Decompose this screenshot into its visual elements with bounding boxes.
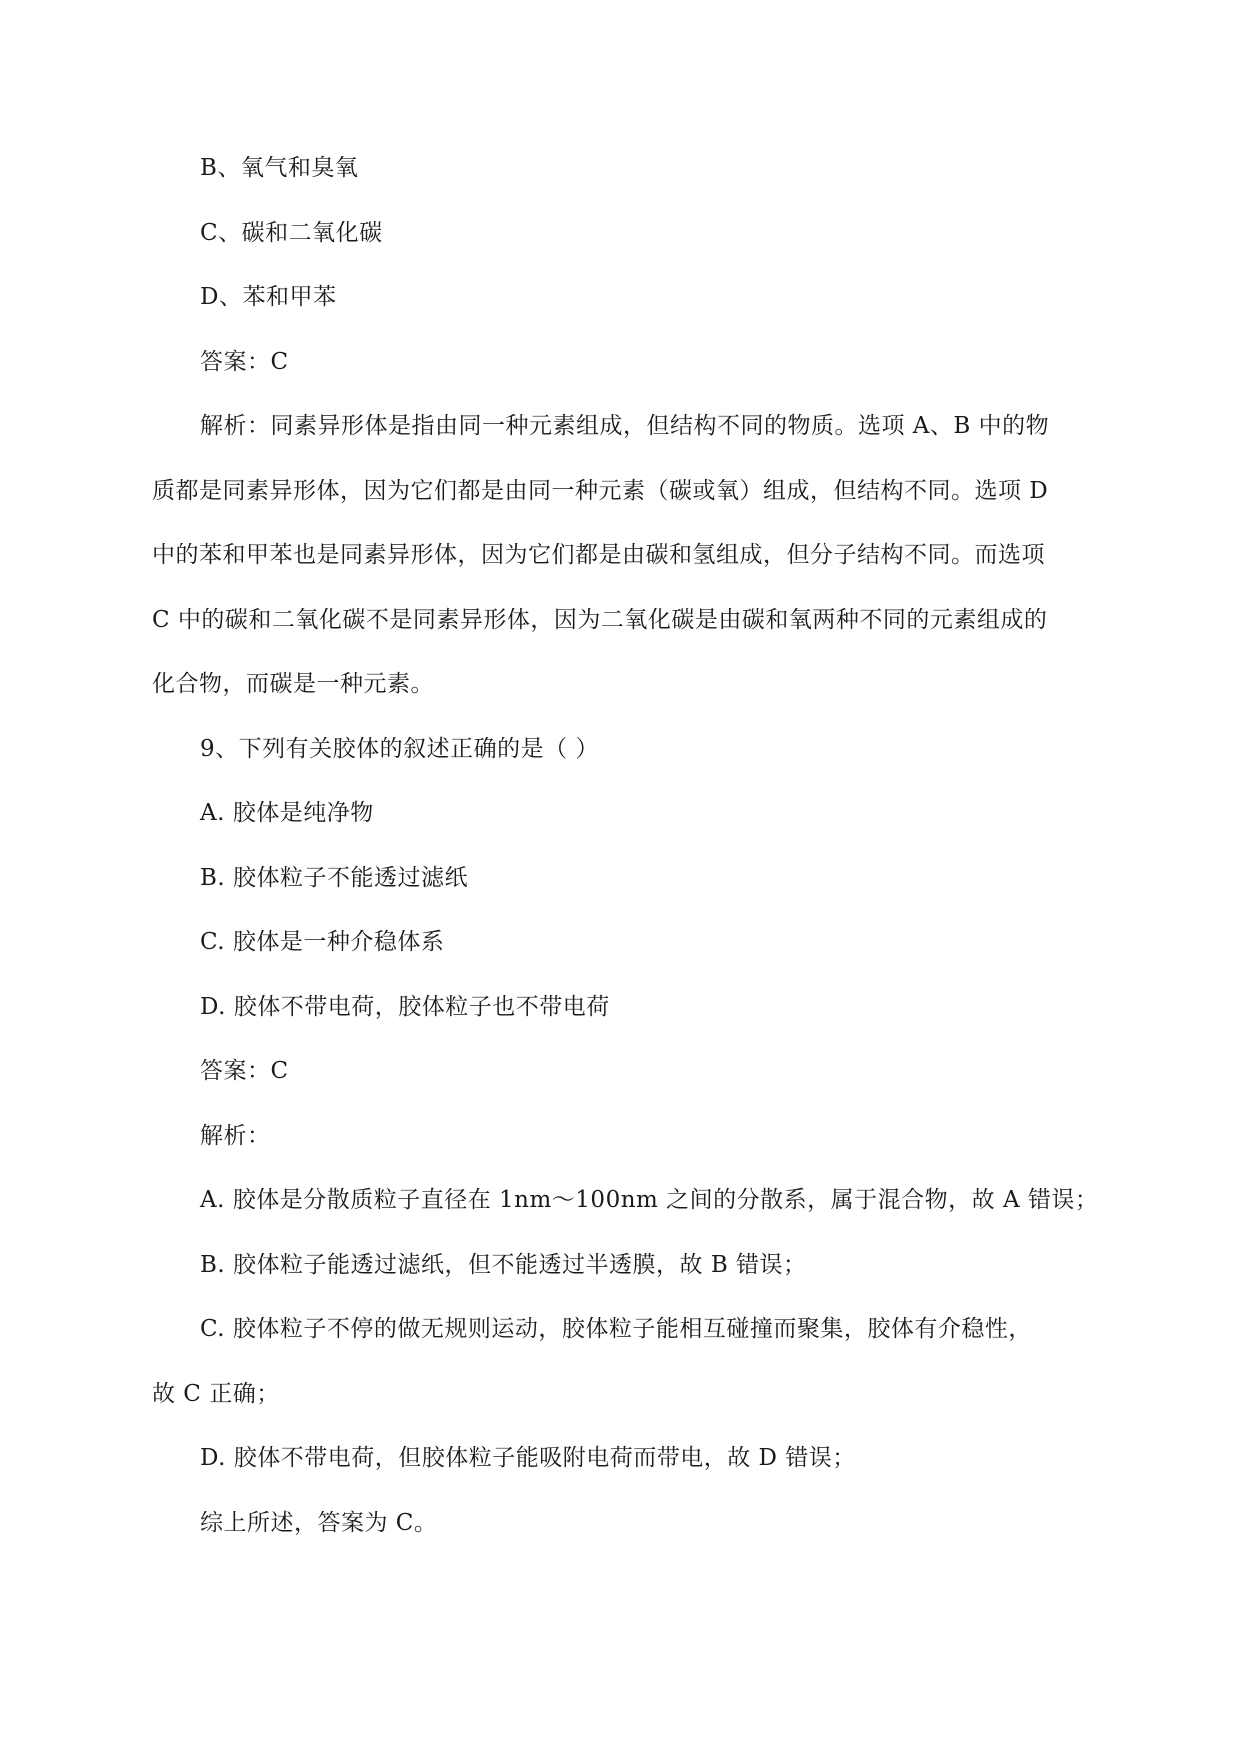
q9-option-c: C. 胶体是一种介稳体系 [200, 929, 445, 955]
q9-analysis-a: A. 胶体是分散质粒子直径在 1nm～100nm 之间的分散系，属于混合物，故 A 错误； [200, 1187, 1099, 1213]
q8-analysis-line: 质都是同素异形体，因为它们都是由同一种元素（碳或氧）组成，但结构不同。选项 D [152, 478, 1049, 504]
q9-option-d: D. 胶体不带电荷，胶体粒子也不带电荷 [200, 994, 610, 1020]
q9-analysis-d: D. 胶体不带电荷，但胶体粒子能吸附电荷而带电，故 D 错误； [200, 1445, 856, 1471]
q8-analysis-line: 解析：同素异形体是指由同一种元素组成，但结构不同的物质。选项 A、B 中的物 [200, 413, 1050, 439]
q8-analysis-line: C 中的碳和二氧化碳不是同素异形体，因为二氧化碳是由碳和氧两种不同的元素组成的 [152, 607, 1048, 633]
q8-option-c: C、碳和二氧化碳 [200, 220, 383, 246]
q9-summary: 综上所述，答案为 C。 [200, 1510, 438, 1536]
q8-analysis-line: 化合物，而碳是一种元素。 [152, 671, 434, 697]
q9-analysis-label: 解析： [200, 1123, 271, 1149]
q8-answer: 答案：C [200, 349, 289, 375]
q9-analysis-c-cont: 故 C 正确； [152, 1381, 280, 1407]
q8-option-d: D、苯和甲苯 [200, 284, 337, 310]
q9-option-a: A. 胶体是纯净物 [200, 800, 374, 826]
q9-answer: 答案：C [200, 1058, 289, 1084]
q9-question: 9、下列有关胶体的叙述正确的是（ ） [200, 736, 599, 762]
q9-option-b: B. 胶体粒子不能透过滤纸 [200, 865, 469, 891]
q9-analysis-b: B. 胶体粒子能透过滤纸，但不能透过半透膜，故 B 错误； [200, 1252, 807, 1278]
q8-analysis-line: 中的苯和甲苯也是同素异形体，因为它们都是由碳和氢组成，但分子结构不同。而选项 [152, 542, 1045, 568]
q9-analysis-c: C. 胶体粒子不停的做无规则运动，胶体粒子能相互碰撞而聚集，胶体有介稳性， [200, 1316, 1032, 1342]
q8-option-b: B、氧气和臭氧 [200, 155, 359, 181]
